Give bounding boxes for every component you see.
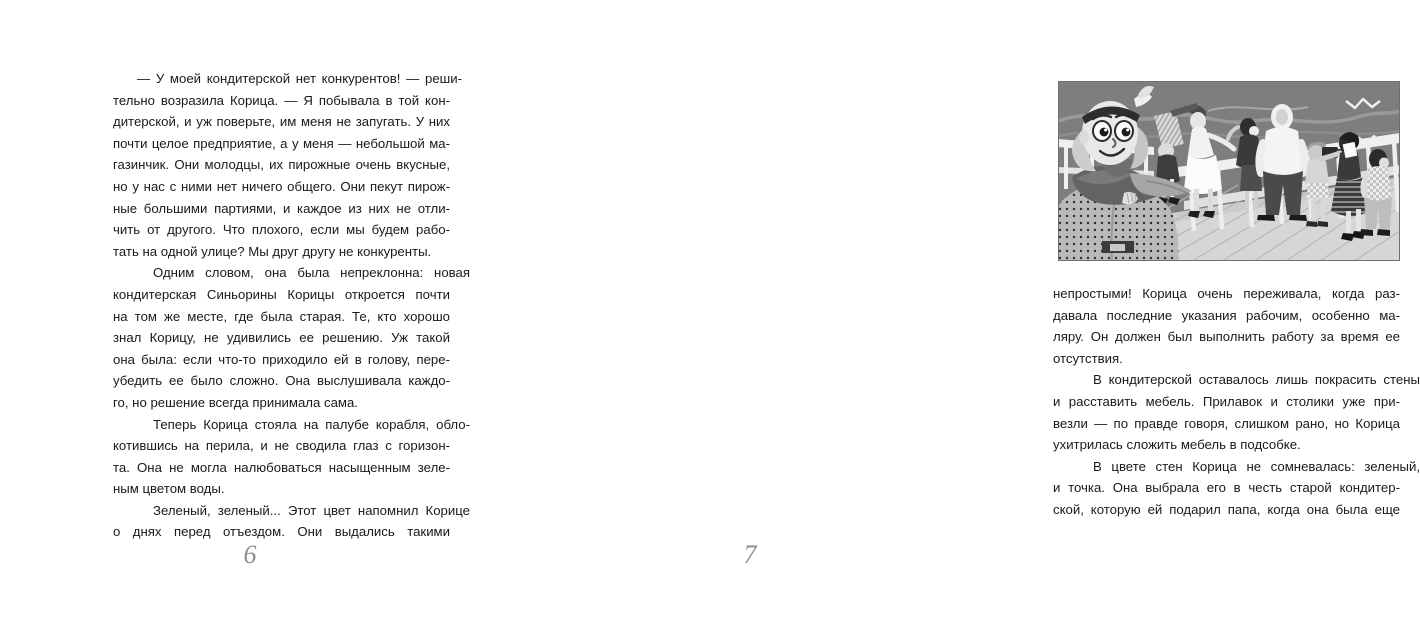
text-line: ухитрилась сложить мебель в подсобке. — [1053, 437, 1301, 453]
text-line: но у нас с ними нет ничего общего. Они пекут пирож- — [113, 178, 450, 194]
text-line: Зеленый, зеленый... Этот цвет напомнил Корице — [153, 502, 470, 518]
text-line: ляру. Он должен был выполнить работу за время ее — [1053, 329, 1400, 345]
illustration-ship-deck — [1058, 81, 1400, 261]
text-line: тать на одной улице? Мы друг другу не конкуренты. — [113, 243, 432, 259]
page-number-right: 7 — [743, 540, 757, 569]
page-right-textblock — [1053, 283, 1420, 521]
text-line: она была: если что-то приходило ей в голову, пере- — [113, 351, 450, 367]
text-line: давала последние указания рабочим, особенно ма- — [1053, 307, 1400, 323]
text-line: В цвете стен Корица не сомневалась: зеленый, — [1093, 458, 1420, 474]
text-line: та. Она не могла налюбоваться насыщенным зеле- — [113, 459, 450, 475]
page-left-textblock — [113, 68, 470, 543]
text-line: на том же месте, где была старая. Те, кто хорошо — [113, 308, 450, 324]
page-right — [500, 0, 1420, 637]
text-line: ской, которую ей подарил папа, когда она была еще — [1053, 501, 1400, 517]
text-line: непростыми! Корица очень переживала, когда раз- — [1053, 286, 1400, 301]
text-line: — У моей кондитерской нет конкурентов! — реши- — [137, 71, 462, 86]
page-left — [0, 0, 500, 637]
text-line: знал Корицу, не удивились ее решению. Уж такой — [113, 330, 450, 346]
text-line: ные большими партиями, и каждое из них не отли- — [113, 200, 450, 216]
illustration-artwork — [1058, 81, 1400, 261]
text-line: го, но решение всегда принимала сама. — [113, 394, 358, 410]
text-line: почти целое предприятие, а у меня — небольшой ма- — [113, 135, 450, 151]
text-line: отсутствия. — [1053, 350, 1123, 366]
text-line: Теперь Корица стояла на палубе корабля, обло- — [153, 416, 470, 432]
text-line: и точка. Она выбрала его в честь старой кондитер- — [1053, 480, 1400, 496]
text-line: тельно возразила Корица. — Я побывала в той кон- — [113, 92, 450, 108]
text-line: чить от другого. Что плохого, если мы будем рабо- — [113, 222, 450, 238]
text-line: котившись на перила, и не сводила глаз с горизон- — [113, 438, 450, 454]
text-line: ным цветом воды. — [113, 481, 225, 497]
page-number-left: 6 — [243, 540, 257, 569]
text-line: о днях перед отъездом. Они выдались такими — [113, 524, 450, 540]
text-line: везли — по правде говоря, слишком рано, но Корица — [1053, 415, 1400, 431]
text-line: убедить ее было сложно. Она выслушивала каждо- — [113, 373, 450, 389]
text-line: газинчик. Они молодцы, их пирожные очень вкусные, — [113, 157, 450, 173]
text-line: Одним словом, она была непреклонна: новая — [153, 265, 470, 281]
text-line: кондитерская Синьорины Корицы откроется почти — [113, 286, 450, 302]
text-line: дитерской, и уж поверьте, им меня не запугать. У них — [113, 114, 450, 130]
text-line: и расставить мебель. Прилавок и столики уже при- — [1053, 393, 1400, 409]
text-line: В кондитерской оставалось лишь покрасить стены — [1093, 372, 1420, 388]
